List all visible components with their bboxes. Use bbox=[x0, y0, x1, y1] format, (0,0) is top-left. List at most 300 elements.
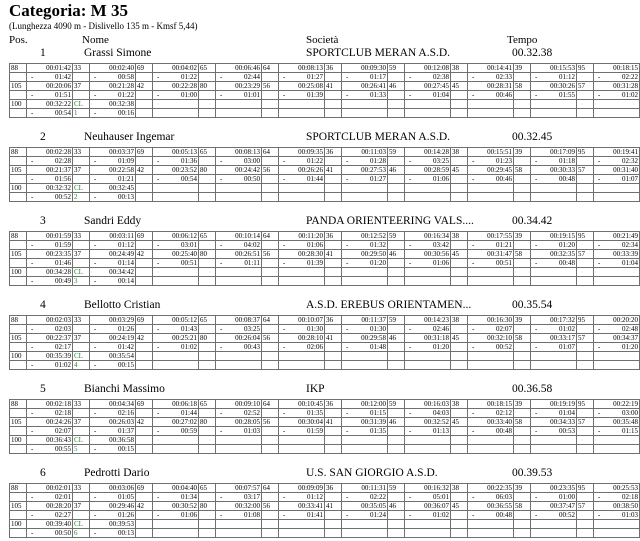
control-code: 38 bbox=[451, 232, 468, 241]
empty-cell bbox=[405, 445, 451, 454]
empty-cell bbox=[594, 193, 640, 202]
control-code bbox=[73, 493, 90, 502]
leg-time-value: 01:20 bbox=[622, 342, 638, 351]
control-code: 36 bbox=[325, 64, 342, 73]
empty-cell bbox=[342, 277, 388, 286]
leg-time-value: 00:48 bbox=[559, 258, 575, 267]
leg-dash: - bbox=[409, 72, 412, 81]
control-code bbox=[262, 175, 279, 184]
leg-time-value: 01:20 bbox=[559, 240, 575, 249]
split-table bbox=[9, 399, 640, 454]
control-code bbox=[514, 343, 531, 352]
split-row bbox=[10, 268, 640, 277]
empty-cell bbox=[594, 184, 640, 193]
leg-time-value: 01:12 bbox=[559, 72, 575, 81]
leg-time-value: 01:06 bbox=[181, 510, 197, 519]
split-row bbox=[10, 409, 640, 418]
empty-cell bbox=[514, 193, 531, 202]
control-code bbox=[451, 409, 468, 418]
cumulative-time: 00:12:00 bbox=[342, 400, 388, 409]
split-row bbox=[10, 100, 640, 109]
leg-time bbox=[216, 241, 262, 250]
leg-time-value: 01:12 bbox=[118, 240, 134, 249]
control-code: 41 bbox=[325, 418, 342, 427]
control-code: 37 bbox=[73, 166, 90, 175]
leg-dash: - bbox=[94, 174, 97, 183]
leg-time bbox=[468, 157, 514, 166]
cumulative-time: 00:36:55 bbox=[468, 502, 514, 511]
leg-time-value: 01:17 bbox=[370, 72, 386, 81]
cumulative-time: 00:24:19 bbox=[90, 334, 136, 343]
leg-dash: - bbox=[472, 90, 475, 99]
control-code: 88 bbox=[10, 64, 27, 73]
empty-cell bbox=[199, 184, 216, 193]
control-code: 39 bbox=[514, 484, 531, 493]
control-code bbox=[199, 241, 216, 250]
control-code: 37 bbox=[73, 418, 90, 427]
cumulative-time: 00:30:04 bbox=[279, 418, 325, 427]
leg-dash: - bbox=[94, 408, 97, 417]
leg-dash: - bbox=[472, 342, 475, 351]
leg-dash: - bbox=[346, 510, 349, 519]
empty-cell bbox=[451, 352, 468, 361]
control-code: 41 bbox=[325, 82, 342, 91]
control-code bbox=[325, 175, 342, 184]
control-code: 65 bbox=[199, 316, 216, 325]
leg-dash: - bbox=[409, 240, 412, 249]
cumulative-time: 00:31:28 bbox=[594, 82, 640, 91]
empty-cell bbox=[342, 100, 388, 109]
empty-cell bbox=[594, 445, 640, 454]
leg-time-value: 01:21 bbox=[118, 174, 134, 183]
leg-time bbox=[405, 427, 451, 436]
control-code: 59 bbox=[388, 64, 405, 73]
empty-cell bbox=[216, 277, 262, 286]
leg-dash: - bbox=[535, 240, 538, 249]
control-code bbox=[199, 73, 216, 82]
control-code: 88 bbox=[10, 232, 27, 241]
runner-name: Pedrotti Dario bbox=[84, 467, 150, 479]
control-code: 80 bbox=[199, 334, 216, 343]
cumulative-time: 00:24:49 bbox=[90, 250, 136, 259]
leg-time-value: 02:52 bbox=[244, 408, 260, 417]
leg-time bbox=[594, 409, 640, 418]
control-code bbox=[325, 157, 342, 166]
split-row bbox=[10, 241, 640, 250]
leg-time bbox=[405, 493, 451, 502]
leg-time-value: 02:38 bbox=[433, 72, 449, 81]
empty-cell bbox=[451, 277, 468, 286]
split-table bbox=[9, 147, 640, 202]
control-code bbox=[451, 91, 468, 100]
cumulative-time: 00:26:26 bbox=[279, 166, 325, 175]
leg-time bbox=[342, 409, 388, 418]
control-code bbox=[451, 427, 468, 436]
leg-time-value: 01:32 bbox=[370, 240, 386, 249]
control-code: 59 bbox=[388, 232, 405, 241]
leg-time bbox=[342, 343, 388, 352]
leg-time bbox=[468, 241, 514, 250]
control-code bbox=[10, 529, 27, 538]
cumulative-time: 00:06:46 bbox=[216, 64, 262, 73]
empty-cell bbox=[136, 184, 153, 193]
control-code bbox=[199, 343, 216, 352]
leg-time bbox=[216, 427, 262, 436]
leg-time-value: 00:55 bbox=[55, 444, 71, 453]
cumulative-time: 00:28:10 bbox=[279, 334, 325, 343]
control-code bbox=[388, 157, 405, 166]
empty-cell bbox=[468, 100, 514, 109]
leg-dash: - bbox=[220, 72, 223, 81]
empty-cell bbox=[388, 529, 405, 538]
control-code: 41 bbox=[325, 166, 342, 175]
control-code: 36 bbox=[325, 400, 342, 409]
control-code bbox=[577, 325, 594, 334]
control-code: 58 bbox=[514, 502, 531, 511]
control-code bbox=[451, 325, 468, 334]
control-code: 59 bbox=[388, 400, 405, 409]
empty-cell bbox=[577, 436, 594, 445]
cumulative-time: 00:14:28 bbox=[405, 148, 451, 157]
empty-cell bbox=[451, 445, 468, 454]
empty-cell bbox=[136, 529, 153, 538]
control-code bbox=[10, 73, 27, 82]
empty-cell bbox=[388, 277, 405, 286]
empty-cell bbox=[577, 109, 594, 118]
leg-time-value: 02:18 bbox=[622, 492, 638, 501]
leg-time-value: 01:34 bbox=[181, 492, 197, 501]
runner-time: 00.32.45 bbox=[512, 131, 553, 143]
cumulative-time: 00:23:29 bbox=[216, 82, 262, 91]
empty-cell bbox=[153, 268, 199, 277]
empty-cell bbox=[468, 268, 514, 277]
cumulative-time: 00:24:42 bbox=[216, 166, 262, 175]
cumulative-time: 00:09:09 bbox=[279, 484, 325, 493]
control-code: 46 bbox=[388, 166, 405, 175]
leg-time bbox=[594, 175, 640, 184]
leg-time bbox=[27, 109, 73, 118]
control-code bbox=[325, 343, 342, 352]
control-code bbox=[136, 157, 153, 166]
control-code: 65 bbox=[199, 400, 216, 409]
control-code bbox=[73, 259, 90, 268]
leg-time bbox=[594, 241, 640, 250]
empty-cell bbox=[342, 352, 388, 361]
split-row bbox=[10, 343, 640, 352]
empty-cell bbox=[468, 352, 514, 361]
control-code bbox=[73, 241, 90, 250]
leg-time bbox=[216, 343, 262, 352]
leg-dash: - bbox=[94, 444, 97, 453]
empty-cell bbox=[405, 268, 451, 277]
leg-time bbox=[531, 511, 577, 520]
leg-dash: - bbox=[94, 156, 97, 165]
control-code bbox=[136, 493, 153, 502]
control-code: CL bbox=[73, 520, 90, 529]
leg-time-value: 01:23 bbox=[496, 156, 512, 165]
leg-time bbox=[216, 259, 262, 268]
empty-cell bbox=[325, 184, 342, 193]
leg-dash: - bbox=[220, 492, 223, 501]
leg-time bbox=[531, 241, 577, 250]
split-row bbox=[10, 175, 640, 184]
leg-dash: - bbox=[346, 492, 349, 501]
empty-cell bbox=[136, 268, 153, 277]
cumulative-time: 00:12:52 bbox=[342, 232, 388, 241]
cumulative-time: 00:08:37 bbox=[216, 316, 262, 325]
control-code: 45 bbox=[451, 502, 468, 511]
leg-time bbox=[90, 445, 136, 454]
control-code: 65 bbox=[199, 484, 216, 493]
empty-cell bbox=[325, 445, 342, 454]
control-code bbox=[325, 91, 342, 100]
leg-time-value: 02:12 bbox=[496, 408, 512, 417]
leg-time-value: 00:49 bbox=[55, 276, 71, 285]
leg-dash: - bbox=[283, 510, 286, 519]
leg-time-value: 00:43 bbox=[244, 342, 260, 351]
leg-time bbox=[153, 511, 199, 520]
empty-cell bbox=[153, 529, 199, 538]
leg-dash: - bbox=[598, 426, 601, 435]
runner-club: U.S. SAN GIORGIO A.S.D. bbox=[306, 467, 438, 479]
cumulative-time: 00:34:28 bbox=[27, 268, 73, 277]
split-row bbox=[10, 484, 640, 493]
empty-cell bbox=[262, 529, 279, 538]
leg-time bbox=[468, 493, 514, 502]
control-code bbox=[136, 259, 153, 268]
cumulative-time: 00:04:34 bbox=[90, 400, 136, 409]
runner-club: IKP bbox=[306, 383, 325, 395]
control-code bbox=[577, 73, 594, 82]
split-row bbox=[10, 109, 640, 118]
control-code: 46 bbox=[388, 502, 405, 511]
control-code: 45 bbox=[451, 418, 468, 427]
control-code: 64 bbox=[262, 400, 279, 409]
leg-time bbox=[153, 343, 199, 352]
control-code bbox=[262, 511, 279, 520]
control-code: 42 bbox=[136, 250, 153, 259]
split-row bbox=[10, 529, 640, 538]
split-row bbox=[10, 166, 640, 175]
leg-dash: - bbox=[598, 324, 601, 333]
empty-cell bbox=[342, 184, 388, 193]
control-code: 38 bbox=[451, 148, 468, 157]
leg-dash: - bbox=[535, 342, 538, 351]
empty-cell bbox=[594, 352, 640, 361]
cumulative-time: 00:32:22 bbox=[27, 100, 73, 109]
leg-time-value: 01:00 bbox=[559, 492, 575, 501]
control-code bbox=[262, 241, 279, 250]
leg-time-value: 01:11 bbox=[244, 258, 260, 267]
leg-time bbox=[531, 175, 577, 184]
leg-time bbox=[216, 409, 262, 418]
leg-time-value: 00:52 bbox=[55, 192, 71, 201]
cumulative-time: 00:27:02 bbox=[153, 418, 199, 427]
control-code: 42 bbox=[136, 502, 153, 511]
leg-dash: - bbox=[94, 258, 97, 267]
leg-time bbox=[153, 241, 199, 250]
split-row bbox=[10, 91, 640, 100]
empty-cell bbox=[279, 436, 325, 445]
split-row bbox=[10, 148, 640, 157]
empty-cell bbox=[451, 361, 468, 370]
leg-time bbox=[279, 157, 325, 166]
cumulative-time: 00:38:50 bbox=[594, 502, 640, 511]
control-code: 45 bbox=[451, 334, 468, 343]
leg-dash: - bbox=[94, 360, 97, 369]
empty-cell bbox=[514, 520, 531, 529]
control-code: 69 bbox=[136, 484, 153, 493]
leg-time bbox=[531, 427, 577, 436]
control-code bbox=[10, 277, 27, 286]
empty-cell bbox=[279, 520, 325, 529]
empty-cell bbox=[388, 268, 405, 277]
empty-cell bbox=[594, 520, 640, 529]
leg-dash: - bbox=[409, 492, 412, 501]
leg-dash: - bbox=[31, 342, 34, 351]
empty-cell bbox=[216, 445, 262, 454]
control-code: 64 bbox=[262, 64, 279, 73]
cumulative-time: 00:21:49 bbox=[594, 232, 640, 241]
leg-time-value: 01:36 bbox=[181, 156, 197, 165]
leg-time bbox=[594, 91, 640, 100]
empty-cell bbox=[199, 100, 216, 109]
control-code bbox=[262, 493, 279, 502]
leg-dash: - bbox=[220, 156, 223, 165]
empty-cell bbox=[216, 100, 262, 109]
leg-time-value: 00:15 bbox=[118, 444, 134, 453]
control-code: 105 bbox=[10, 250, 27, 259]
empty-cell bbox=[262, 193, 279, 202]
leg-dash: - bbox=[409, 324, 412, 333]
empty-cell bbox=[531, 445, 577, 454]
empty-cell bbox=[199, 277, 216, 286]
cumulative-time: 00:32:38 bbox=[90, 100, 136, 109]
cumulative-time: 00:33:40 bbox=[468, 418, 514, 427]
leg-time bbox=[531, 343, 577, 352]
empty-cell bbox=[262, 109, 279, 118]
empty-cell bbox=[468, 184, 514, 193]
leg-time bbox=[531, 91, 577, 100]
control-code bbox=[388, 73, 405, 82]
control-code: 100 bbox=[10, 268, 27, 277]
leg-time-value: 00:53 bbox=[559, 426, 575, 435]
control-code: 80 bbox=[199, 82, 216, 91]
leg-time bbox=[90, 493, 136, 502]
empty-cell bbox=[325, 193, 342, 202]
leg-time bbox=[153, 409, 199, 418]
control-code bbox=[10, 259, 27, 268]
leg-time-value: 00:52 bbox=[496, 342, 512, 351]
empty-cell bbox=[594, 361, 640, 370]
control-code: 39 bbox=[514, 400, 531, 409]
runner-time: 00.35.54 bbox=[512, 299, 553, 311]
control-code bbox=[136, 409, 153, 418]
leg-time bbox=[27, 511, 73, 520]
empty-cell bbox=[279, 184, 325, 193]
control-code bbox=[136, 91, 153, 100]
control-code bbox=[514, 241, 531, 250]
leg-time-value: 03:25 bbox=[244, 324, 260, 333]
empty-cell bbox=[153, 361, 199, 370]
leg-dash: - bbox=[409, 426, 412, 435]
control-code: 105 bbox=[10, 82, 27, 91]
runner-name: Bellotto Cristian bbox=[84, 299, 161, 311]
leg-dash: - bbox=[31, 324, 34, 333]
cumulative-time: 00:02:18 bbox=[27, 400, 73, 409]
empty-cell bbox=[594, 268, 640, 277]
cumulative-time: 00:28:59 bbox=[405, 166, 451, 175]
leg-time bbox=[405, 157, 451, 166]
leg-time-value: 01:21 bbox=[496, 240, 512, 249]
leg-time bbox=[594, 511, 640, 520]
leg-dash: - bbox=[220, 408, 223, 417]
leg-time-value: 00:51 bbox=[181, 258, 197, 267]
empty-cell bbox=[262, 100, 279, 109]
control-code: 42 bbox=[136, 334, 153, 343]
cumulative-time: 00:12:08 bbox=[405, 64, 451, 73]
leg-time bbox=[153, 91, 199, 100]
control-code: 36 bbox=[325, 148, 342, 157]
cumulative-time: 00:31:18 bbox=[405, 334, 451, 343]
leg-time-value: 02:33 bbox=[496, 72, 512, 81]
split-table bbox=[9, 231, 640, 286]
control-code: 64 bbox=[262, 484, 279, 493]
control-code bbox=[262, 325, 279, 334]
control-code bbox=[262, 409, 279, 418]
leg-time bbox=[531, 259, 577, 268]
leg-time-value: 00:13 bbox=[118, 192, 134, 201]
leg-time-value: 00:50 bbox=[244, 174, 260, 183]
leg-dash: - bbox=[409, 258, 412, 267]
control-code bbox=[451, 343, 468, 352]
leg-time-value: 02:34 bbox=[622, 240, 638, 249]
control-code: 42 bbox=[136, 418, 153, 427]
leg-time bbox=[531, 325, 577, 334]
cumulative-time: 00:19:41 bbox=[594, 148, 640, 157]
leg-time-value: 01:59 bbox=[307, 426, 323, 435]
leg-dash: - bbox=[346, 426, 349, 435]
empty-cell bbox=[405, 277, 451, 286]
cumulative-time: 00:14:23 bbox=[405, 316, 451, 325]
empty-cell bbox=[325, 436, 342, 445]
cumulative-time: 00:31:47 bbox=[468, 250, 514, 259]
leg-time bbox=[531, 157, 577, 166]
cumulative-time: 00:26:04 bbox=[216, 334, 262, 343]
control-code: 56 bbox=[262, 250, 279, 259]
leg-time bbox=[153, 427, 199, 436]
control-code: 57 bbox=[577, 334, 594, 343]
empty-cell bbox=[451, 193, 468, 202]
control-code: 33 bbox=[73, 484, 90, 493]
leg-dash: - bbox=[94, 240, 97, 249]
control-code bbox=[199, 511, 216, 520]
leg-dash: - bbox=[283, 342, 286, 351]
control-code: 95 bbox=[577, 232, 594, 241]
empty-cell bbox=[136, 520, 153, 529]
control-code bbox=[325, 259, 342, 268]
leg-dash: - bbox=[157, 174, 160, 183]
cumulative-time: 00:04:40 bbox=[153, 484, 199, 493]
empty-cell bbox=[279, 268, 325, 277]
cumulative-time: 00:33:39 bbox=[594, 250, 640, 259]
cumulative-time: 00:28:05 bbox=[216, 418, 262, 427]
leg-time-value: 01:04 bbox=[433, 90, 449, 99]
control-code bbox=[514, 73, 531, 82]
leg-dash: - bbox=[598, 258, 601, 267]
leg-time bbox=[27, 241, 73, 250]
leg-time-value: 01:15 bbox=[370, 408, 386, 417]
